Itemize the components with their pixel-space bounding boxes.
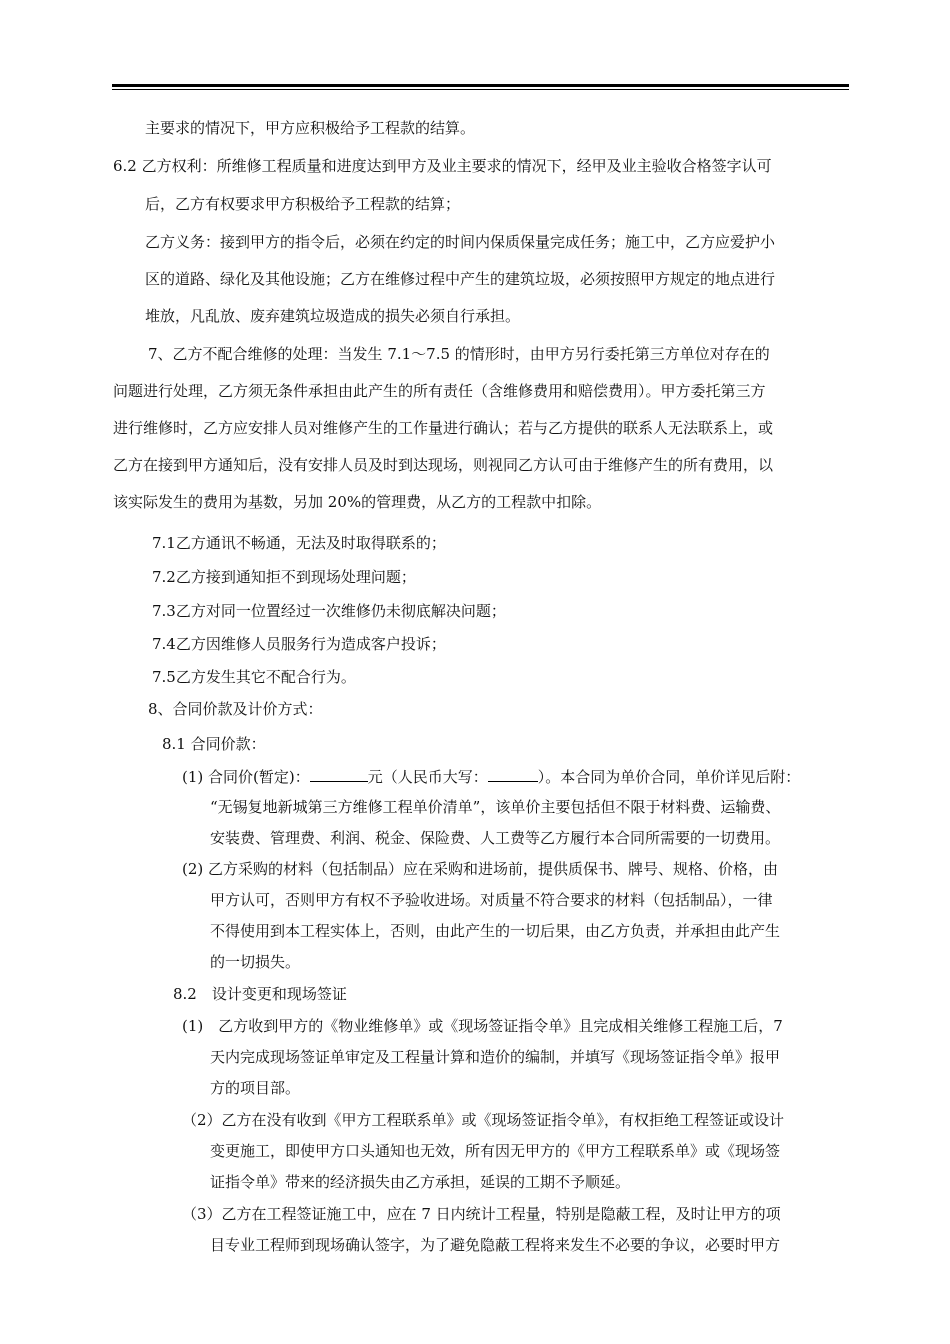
item-8-2-1-line-3: 方的项目部。	[210, 1079, 301, 1097]
item-8-2-3-line-2: 目专业工程师到现场确认签字，为了避免隐蔽工程将来发生不必要的争议，必要时甲方	[210, 1236, 781, 1254]
item-8-2-2-line-3: 证指令单》带来的经济损失由乙方承担，延误的工期不予顺延。	[210, 1173, 631, 1191]
para-6-2-duties: 乙方义务：接到甲方的指令后，必须在约定的时间内保质保量完成任务；施工中，乙方应爱护小	[145, 233, 776, 251]
para-7-heading: 7、乙方不配合维修的处理：当发生 7.1～7.5 的情形时，由甲方另行委托第三方单位对存在的	[148, 345, 770, 363]
para-6-2-rights-cont: 后，乙方有权要求甲方积极给予工程款的结算；	[145, 195, 461, 213]
price-line	[182, 766, 800, 787]
price-line-2: “无锡复地新城第三方维修工程单价清单”，该单价主要包括但不限于材料费、运输费、	[210, 798, 781, 816]
para-6-2-duties-cont: 区的道路、绿化及其他设施；乙方在维修过程中产生的建筑垃圾，必须按照甲方规定的地点进行	[145, 270, 776, 288]
item-8-2-3: （3）乙方在工程签证施工中，应在 7 日内统计工程量，特别是隐蔽工程，及时让甲方的项	[182, 1205, 781, 1223]
para-6-2-rights: 6.2 乙方权利：所维修工程质量和进度达到甲方及业主要求的情况下，经甲及业主验收合格签字认可	[113, 157, 772, 175]
item-7-5: 7.5乙方发生其它不配合行为。	[152, 668, 356, 686]
item-7-1: 7.1乙方通讯不畅通，无法及时取得联系的；	[152, 534, 446, 552]
item-8-2-1: (1) 乙方收到甲方的《物业维修单》或《现场签证指令单》且完成相关维修工程施工后，7	[182, 1017, 783, 1035]
item-8-2-2: （2）乙方在没有收到《甲方工程联系单》或《现场签证指令单》，有权拒绝工程签证或设计	[182, 1111, 785, 1129]
item-8-1-2: (2) 乙方采购的材料（包括制品）应在采购和进场前，提供质保书、牌号、规格、价格，由	[182, 860, 779, 878]
item-7-2: 7.2乙方接到通知拒不到现场处理问题；	[152, 568, 416, 586]
section-8-heading: 8、合同价款及计价方式：	[148, 700, 323, 718]
item-8-1-2-line-4: 的一切损失。	[210, 953, 301, 971]
para-6-1-continuation: 主要求的情况下，甲方应积极给予工程款的结算。	[145, 119, 476, 137]
para-7-line-4: 乙方在接到甲方通知后，没有安排人员及时到达现场，则视同乙方认可由于维修产生的所有费用，以	[113, 456, 774, 474]
item-8-1-2-line-2: 甲方认可，否则甲方有权不予验收进场。对质量不符合要求的材料（包括制品），一律	[210, 891, 773, 909]
price-amount-blank[interactable]	[310, 766, 368, 782]
item-7-4: 7.4乙方因维修人员服务行为造成客户投诉；	[152, 635, 446, 653]
item-8-2-2-line-2: 变更施工，即使甲方口头通知也无效，所有因无甲方的《甲方工程联系单》或《现场签	[210, 1142, 781, 1160]
item-8-1-2-line-3: 不得使用到本工程实体上，否则，由此产生的一切后果，由乙方负责，并承担由此产生	[210, 922, 781, 940]
price-words-blank[interactable]	[488, 766, 538, 782]
para-7-line-5: 该实际发生的费用为基数，另加 20%的管理费，从乙方的工程款中扣除。	[113, 493, 602, 511]
item-8-2-1-line-2: 天内完成现场签证单审定及工程量计算和造价的编制，并填写《现场签证指令单》报甲	[210, 1048, 781, 1066]
para-7-line-3: 进行维修时，乙方应安排人员对维修产生的工作量进行确认；若与乙方提供的联系人无法联系上，或	[113, 419, 774, 437]
section-8-1-heading: 8.1 合同价款：	[162, 735, 266, 753]
para-7-line-2: 问题进行处理，乙方须无条件承担由此产生的所有责任（含维修费用和赔偿费用）。甲方委托第三方	[113, 382, 766, 400]
header-rule-thick	[112, 84, 849, 87]
para-6-2-duties-end: 堆放，凡乱放、废弃建筑垃圾造成的损失必须自行承担。	[145, 307, 521, 325]
header-rule-thin	[112, 89, 849, 90]
price-line-mid: 元（人民币大写：	[367, 768, 488, 786]
price-line-suffix: ）。本合同为单价合同，单价详见后附：	[537, 768, 801, 786]
price-line-3: 安装费、管理费、利润、税金、保险费、人工费等乙方履行本合同所需要的一切费用。	[210, 829, 781, 847]
section-8-2-heading: 8.2 设计变更和现场签证	[173, 985, 347, 1003]
price-line-prefix: (1) 合同价(暂定)：	[182, 768, 310, 786]
item-7-3: 7.3乙方对同一位置经过一次维修仍未彻底解决问题；	[152, 602, 506, 620]
